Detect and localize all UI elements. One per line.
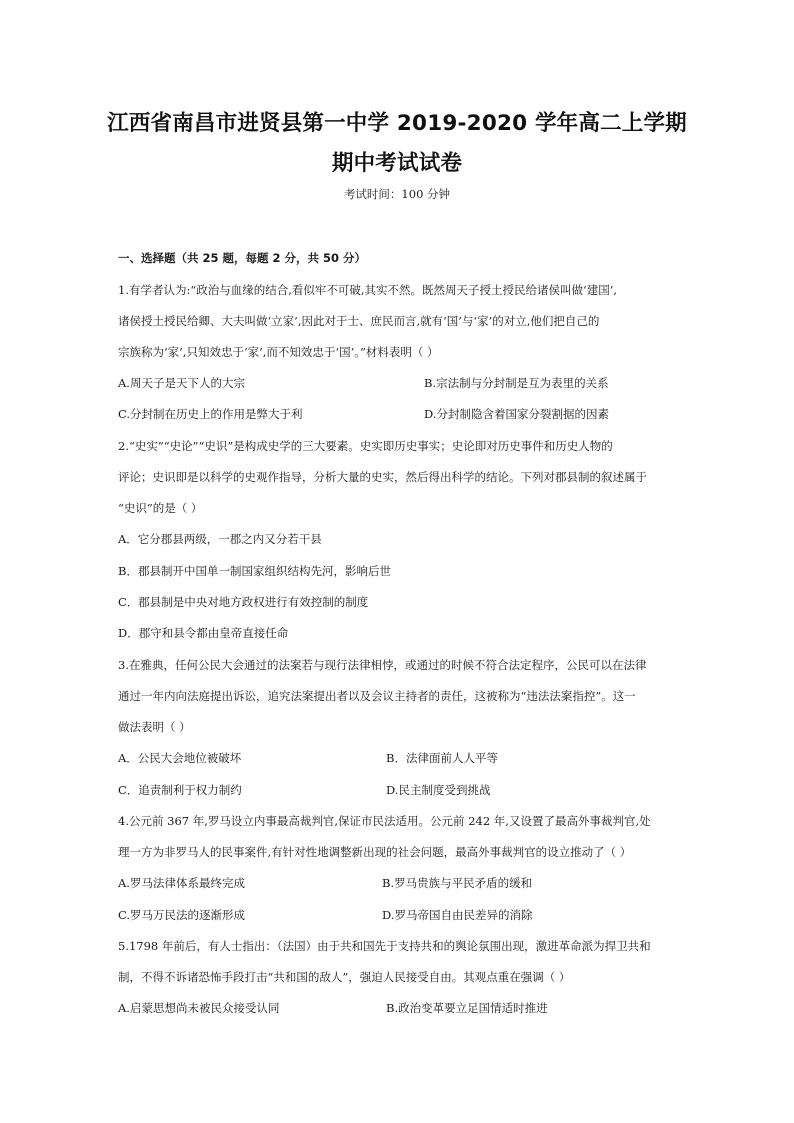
question-2-option-a: A．它分郡县两级，一郡之内又分若干县: [118, 532, 322, 546]
question-3-option-b: B．法律面前人人平等: [386, 751, 498, 765]
question-3-option-d: D.民主制度受到挑战: [386, 783, 491, 797]
question-2-option-c: C．郡县制是中央对地方政权进行有效控制的制度: [118, 595, 369, 609]
question-2-option-d: D．郡守和县令都由皇帝直接任命: [118, 626, 289, 640]
question-4-option-c: C.罗马万民法的逐渐形成: [118, 908, 246, 922]
question-5-option-b: B.政治变革要立足国情适时推进: [386, 1001, 548, 1015]
question-1-option-a: A.周天子是天下人的大宗: [118, 376, 245, 390]
question-1-line-1: 1.有学者认为:“政治与血缘的结合,看似牢不可破,其实不然。既然周天子授土授民给诸侯叫做‘建国’,: [118, 283, 617, 297]
question-2-option-b: B．郡县制开中国单一制国家组织结构先河，影响后世: [118, 564, 391, 578]
exam-title-line2: 期中考试试卷: [331, 151, 463, 176]
question-1-line-3: 宗族称为‘家’,只知效忠于‘家’,而不知效忠于‘国’。”材料表明（ ）: [118, 345, 439, 359]
question-5-line-2: 制，不得不诉诸恐怖手段打击“共和国的敌人”，强迫人民接受自由。其观点重在强调（ ）: [118, 970, 571, 984]
question-4-line-2: 理一方为非罗马人的民事案件,有针对性地调整新出现的社会问题，最高外事裁判官的设立推动了（ ）: [118, 845, 632, 859]
question-5-line-1: 5.1798 年前后，有人士指出：（法国）由于共和国先于支持共和的舆论氛围出现，激进革命派为捍卫共和: [118, 939, 651, 953]
question-5-options-row-1: [118, 1000, 678, 1016]
question-3-line-3: 做法表明（ ）: [118, 720, 191, 734]
question-1-options-row-1: [118, 375, 678, 391]
question-4-options-row-1: [118, 875, 678, 891]
question-1-line-2: 诸侯授土授民给卿、大夫叫做‘立家’,因此对于士、庶民而言,就有‘国’与‘家’的对立,他们把自己的: [118, 314, 600, 328]
question-3-options-row-2: [118, 782, 678, 798]
question-1-option-d: D.分封制隐含着国家分裂割据的因素: [424, 407, 609, 421]
question-4-line-1: 4.公元前 367 年,罗马设立内事最高裁判官,保证市民法适用。公元前 242 年,又设置了最高外事裁判官,处: [118, 814, 651, 828]
exam-title-line1: 江西省南昌市进贤县第一中学 2019-2020 学年高二上学期: [107, 111, 687, 136]
question-2-line-1: 2.“史实”“史论”“史识”是构成史学的三大要素。史实即历史事实；史论即对历史事件和历史人物的: [118, 439, 613, 453]
question-2-line-3: “史识”的是（ ）: [118, 501, 203, 515]
question-3-line-1: 3.在雅典，任何公民大会通过的法案若与现行法律相悖，或通过的时候不符合法定程序，公民可以在法律: [118, 658, 647, 672]
question-1-option-b: B.宗法制与分封制是互为表里的关系: [424, 376, 609, 390]
question-3-options-row-1: [118, 750, 678, 766]
question-4-option-a: A.罗马法律体系最终完成: [118, 876, 245, 890]
question-4-option-b: B.罗马贵族与平民矛盾的缓和: [382, 876, 533, 890]
exam-time: 考试时间：100 分钟: [343, 187, 451, 201]
question-1-option-c: C.分封制在历史上的作用是弊大于利: [118, 407, 303, 421]
section-heading: 一、选择题（共 25 题，每题 2 分，共 50 分）: [118, 251, 367, 265]
question-2-line-2: 评论；史识即是以科学的史观作指导，分析大量的史实，然后得出科学的结论。下列对郡县制的叙述属于: [118, 470, 647, 484]
question-3-option-a: A．公民大会地位被破坏: [118, 751, 242, 765]
question-4-options-row-2: [118, 907, 678, 923]
question-5-option-a: A.启蒙思想尚未被民众接受认同: [118, 1001, 280, 1015]
question-4-option-d: D.罗马帝国自由民差异的消除: [382, 908, 533, 922]
question-1-options-row-2: [118, 406, 678, 422]
question-3-line-2: 通过一年内向法庭提出诉讼，追究法案提出者以及会议主持者的责任，这被称为“违法法案指控”。这一: [118, 689, 636, 703]
question-3-option-c: C．追责制利于权力制约: [118, 783, 242, 797]
